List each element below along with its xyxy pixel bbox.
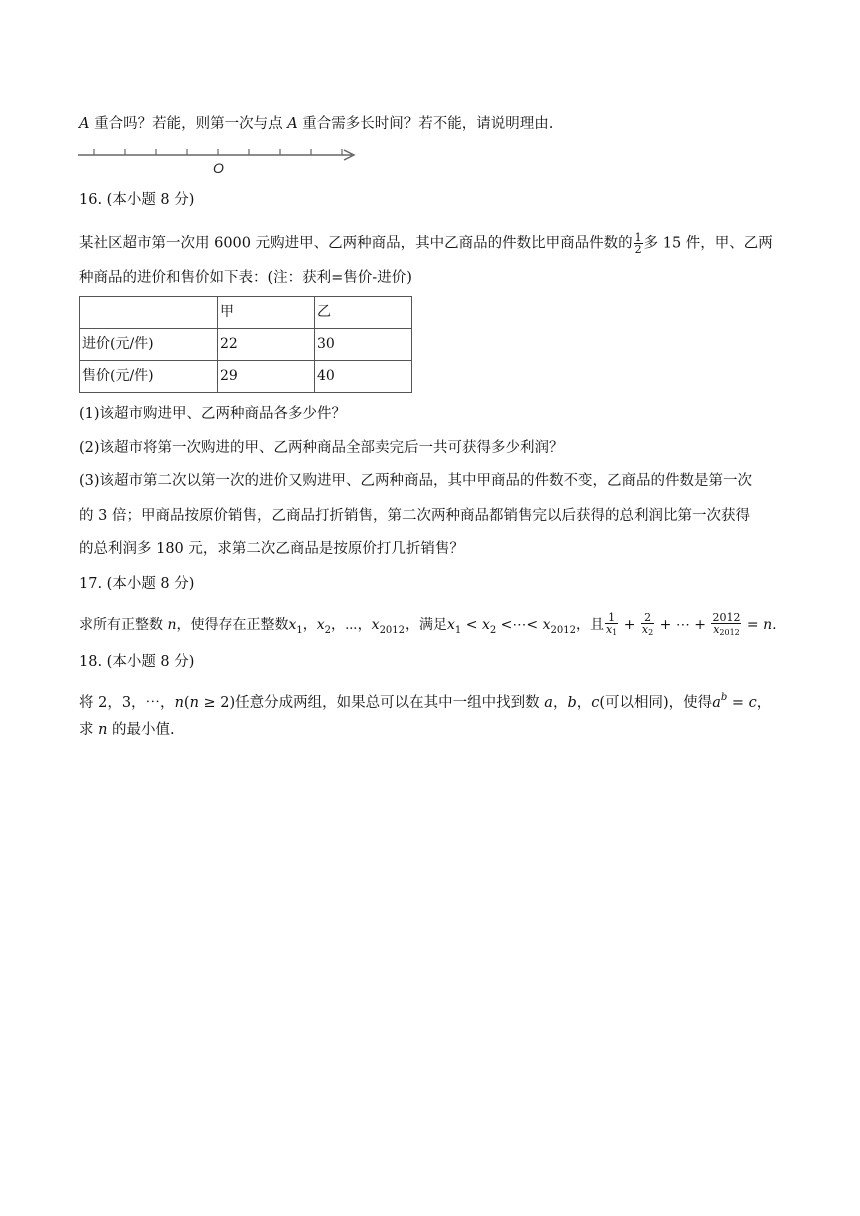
q16-part3-line1: (3)该超市第二次以第一次的进价又购进甲、乙两种商品，其中甲商品的件数不变，乙商品的件数是第一次 — [79, 473, 753, 489]
subscript: 2 — [648, 628, 654, 637]
var-x: x — [316, 617, 325, 633]
subscript: 1 — [296, 625, 303, 636]
q18-line2 — [79, 720, 175, 740]
q17-text: ，且 — [575, 617, 604, 633]
var-a: A — [79, 116, 90, 132]
less-than-dots: <⋯< — [496, 617, 543, 633]
table-cell: 进价(元/件) — [80, 329, 218, 361]
q15-continuation — [79, 114, 553, 134]
q18-text: (可以相同)，使得 — [599, 695, 713, 711]
table-cell — [80, 297, 218, 329]
punct: ， — [302, 617, 317, 633]
fraction — [605, 612, 618, 638]
q18-text: ≥ 2)任意分成两组，如果总可以在其中一组中找到数 — [198, 695, 545, 711]
frac-den — [711, 624, 741, 638]
frac-den — [641, 624, 654, 638]
q17-statement — [79, 612, 777, 641]
var-c: c — [748, 695, 757, 711]
punct: ， — [756, 695, 772, 711]
tick-marks — [94, 149, 342, 155]
q18-text: 求 — [79, 722, 99, 738]
var-x: x — [481, 617, 490, 633]
frac-num: 1 — [634, 231, 642, 244]
q17-text: ，满足 — [405, 617, 448, 633]
punct: . — [772, 617, 777, 633]
q18-text: 将 2，3，⋯， — [79, 695, 175, 711]
table-cell: 22 — [218, 329, 315, 361]
var-x: x — [605, 623, 613, 636]
var-x: x — [447, 617, 455, 633]
punct: ， — [357, 617, 372, 633]
fraction — [641, 612, 654, 638]
plus: + — [619, 617, 640, 633]
var-c: c — [591, 695, 600, 711]
equals: = — [742, 617, 764, 633]
subscript: 2012 — [719, 628, 740, 637]
fraction-one-half — [634, 232, 643, 255]
table-cell: 售价(元/件) — [80, 361, 218, 393]
q18-text: 的最小值. — [107, 722, 175, 738]
frac-num: 2012 — [712, 611, 741, 624]
var-n: n — [98, 722, 108, 738]
punct: ， — [576, 695, 592, 711]
punct: ， — [552, 695, 568, 711]
punct: ， — [331, 617, 346, 633]
var-x: x — [371, 617, 380, 633]
var-b: b — [567, 695, 577, 711]
subscript: 2 — [489, 625, 497, 636]
table-cell: 甲 — [218, 297, 315, 329]
table-row — [80, 329, 412, 361]
continuation-text-2: 重合需多长时间？若不能，请说明理由. — [297, 116, 554, 132]
continuation-text-1: 重合吗？若能，则第一次与点 — [89, 116, 288, 132]
origin-label: O — [213, 160, 224, 176]
var-a: a — [712, 695, 721, 711]
exponent-b: b — [720, 692, 728, 703]
var-n: n — [763, 617, 773, 633]
number-line-figure — [76, 140, 366, 180]
q16-line2: 种商品的进价和售价如下表：(注：获利=售价-进价) — [79, 270, 412, 286]
q16-line1 — [79, 232, 773, 255]
subscript: 1 — [612, 628, 618, 637]
var-a: a — [544, 695, 553, 711]
table-cell: 29 — [218, 361, 315, 393]
q18-text: ( — [183, 695, 190, 711]
q17-text: ，使得存在正整数 — [176, 617, 289, 633]
table-row — [80, 361, 412, 393]
less-than: < — [461, 617, 482, 633]
table-header-row — [80, 297, 412, 329]
subscript: 2012 — [379, 625, 406, 636]
fraction — [711, 612, 741, 638]
var-x: x — [713, 623, 720, 636]
subscript: 2012 — [550, 625, 576, 636]
frac-den: 2 — [634, 243, 642, 256]
q16-part2: (2)该超市将第一次购进的甲、乙两种商品全部卖完后一共可获得多少利润？ — [79, 440, 564, 456]
frac-num: 2 — [641, 612, 654, 624]
ellipsis: ⋯ — [345, 617, 358, 633]
var-x: x — [641, 623, 649, 636]
q18-header: 18. (本小题 8 分) — [79, 654, 195, 670]
q16-part3-line2: 的 3 倍；甲商品按原价销售，乙商品打折销售，第二次两种商品都销售完以后获得的总利润比第一次获得 — [79, 508, 750, 524]
var-n: n — [174, 695, 184, 711]
q17-header: 17. (本小题 8 分) — [79, 576, 195, 592]
subscript: 1 — [454, 625, 462, 636]
var-x: x — [542, 617, 551, 633]
subscript: 2 — [324, 625, 332, 636]
table-cell: 30 — [315, 329, 412, 361]
equals: = — [727, 695, 749, 711]
q16-part3-line3: 的总利润多 180 元，求第二次乙商品是按原价打几折销售？ — [79, 541, 464, 557]
table-cell: 乙 — [315, 297, 412, 329]
var-a: A — [287, 116, 298, 132]
price-table — [79, 296, 412, 393]
q16-line1-pre: 某社区超市第一次用 6000 元购进甲、乙两种商品，其中乙商品的件数比甲商品件数的 — [79, 235, 633, 252]
frac-den — [605, 624, 618, 638]
var-n: n — [167, 617, 177, 633]
q17-text: 求所有正整数 — [79, 617, 168, 633]
q16-part1: (1)该超市购进甲、乙两种商品各多少件？ — [79, 406, 347, 422]
table-cell: 40 — [315, 361, 412, 393]
frac-num: 1 — [605, 612, 618, 624]
plus-dots: + ⋯ + — [655, 617, 711, 633]
q16-line1-post: 多 15 件，甲、乙两 — [643, 235, 773, 252]
q16-header: 16. (本小题 8 分) — [79, 192, 195, 208]
q18-line1 — [79, 688, 771, 713]
var-n: n — [189, 695, 199, 711]
var-x: x — [288, 617, 297, 633]
